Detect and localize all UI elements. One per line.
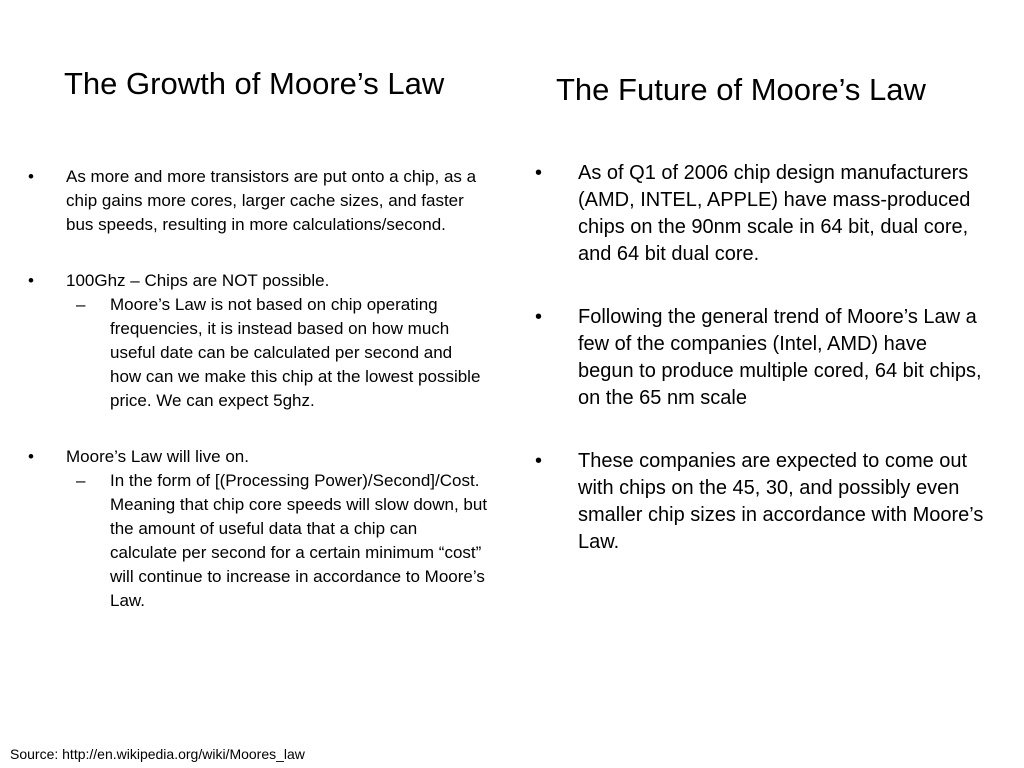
left-bullet-3-sub bbox=[28, 469, 488, 613]
left-title: The Growth of Moore’s Law bbox=[64, 66, 445, 101]
right-bullet-3 bbox=[535, 448, 985, 556]
right-bullet-2 bbox=[535, 304, 985, 412]
left-bullet-2 bbox=[28, 269, 488, 293]
right-column bbox=[535, 160, 985, 556]
bullet-dot-icon: • bbox=[535, 450, 543, 472]
bullet-dot-icon: • bbox=[535, 162, 543, 184]
right-bullet-1 bbox=[535, 160, 985, 268]
bullet-dot-icon: • bbox=[28, 447, 34, 466]
source-citation: Source: http://en.wikipedia.org/wiki/Moores_law bbox=[10, 746, 305, 762]
right-bullet-1-text: As of Q1 of 2006 chip design manufacturers (AMD, INTEL, APPLE) have mass-produced chips on the 90nm scale in 64 bit, dual core, and 64 bit dual core. bbox=[578, 162, 971, 265]
bullet-dot-icon: • bbox=[28, 167, 34, 186]
bullet-dot-icon: • bbox=[535, 306, 543, 328]
left-column bbox=[28, 165, 488, 613]
right-title: The Future of Moore’s Law bbox=[556, 72, 926, 107]
left-bullet-3-text: Moore’s Law will live on. bbox=[66, 447, 249, 466]
dash-icon: – bbox=[76, 471, 86, 490]
left-bullet-1 bbox=[28, 165, 488, 237]
right-bullet-2-text: Following the general trend of Moore’s Law a few of the companies (Intel, AMD) have begun to produce multiple cored, 64 bit chips, on the 65 nm scale bbox=[578, 306, 982, 409]
bullet-dot-icon: • bbox=[28, 271, 34, 290]
left-bullet-2-text: 100Ghz – Chips are NOT possible. bbox=[66, 271, 330, 290]
left-bullet-2-sub-text: Moore’s Law is not based on chip operating frequencies, it is instead based on how much useful date can be calculated per second and how can we make this chip at the lowest possible price. We can expect 5ghz. bbox=[110, 295, 481, 410]
left-bullet-3-sub-text: In the form of [(Processing Power)/Second]/Cost. Meaning that chip core speeds will slow down, but the amount of useful data that a chip can calculate per second for a certain minimum “cost” will continue to increase in accordance to Moore’s Law. bbox=[110, 471, 488, 610]
left-bullet-3 bbox=[28, 445, 488, 469]
left-bullet-1-text: As more and more transistors are put onto a chip, as a chip gains more cores, larger cache sizes, and faster bus speeds, resulting in more calculations/second. bbox=[66, 167, 477, 234]
left-bullet-2-sub bbox=[28, 293, 488, 413]
right-bullet-3-text: These companies are expected to come out with chips on the 45, 30, and possibly even smaller chip sizes in accordance with Moore’s Law. bbox=[578, 450, 984, 553]
dash-icon: – bbox=[76, 295, 86, 314]
